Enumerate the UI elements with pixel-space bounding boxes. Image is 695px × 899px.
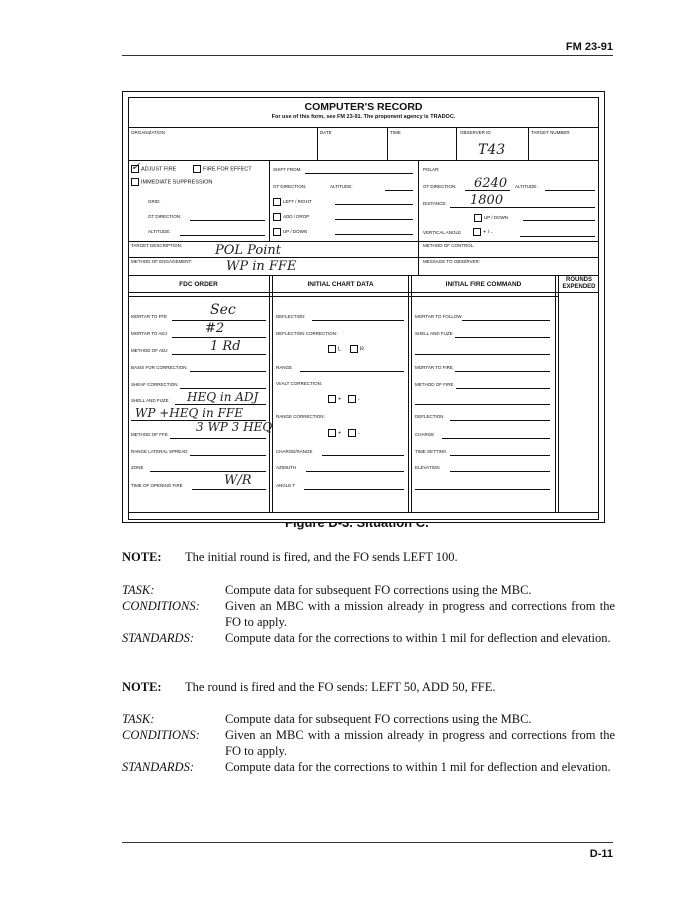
middle-ot-direction-label: OT DIRECTION: [273, 184, 307, 189]
mortar-to-adj-label: MORTAR TO ADJ [131, 331, 167, 336]
shell-and-fuze-value: HEQ in ADJ [187, 390, 259, 404]
date-label: DATE [320, 130, 332, 135]
polar-label: POLAR: [423, 167, 440, 172]
observer-id-value: T43 [478, 142, 506, 158]
mortar-to-fire-label: MORTAR TO FIRE [415, 365, 453, 370]
charge-label: CHARGE [415, 432, 435, 437]
initial-fire-command-header: INITIAL FIRE COMMAND [445, 281, 522, 288]
right-up-down-option[interactable]: UP / DOWN [474, 214, 508, 222]
target-description-value: POL Point [215, 243, 281, 258]
angle-t-label: ANGLE T [276, 483, 296, 488]
range-corr-plus-option[interactable]: + [328, 429, 341, 437]
deflection-right-option[interactable]: R [350, 345, 364, 353]
sheaf-correction-label: SHEAF CORRECTION [131, 382, 178, 387]
fire-deflection-label: DEFLECTION [415, 414, 444, 419]
immediate-suppression-option[interactable]: IMMEDIATE SUPPRESSION [131, 178, 212, 186]
vi-alt-correction-label: VI/ALT CORRECTION: [276, 381, 323, 386]
charge-range-label: CHARGE/RANGE [276, 449, 313, 454]
method-of-engagement-value: WP in FFE [226, 259, 297, 274]
standards1-text: Compute data for the corrections to within 1 mil for deflection and elevation. [225, 631, 611, 645]
page-number: D-11 [589, 848, 613, 860]
left-ot-direction-label: OT DIRECTION: [148, 214, 182, 219]
method-of-ffe-label: METHOD OF FFE [131, 432, 168, 437]
range-corr-minus-option[interactable]: - [348, 429, 360, 437]
up-down-option[interactable]: UP / DOWN [273, 228, 307, 236]
distance-value: 1800 [470, 193, 504, 208]
vi-alt-minus-option[interactable]: - [348, 395, 360, 403]
vertical-angle-label: VERTICAL ANGLE [423, 230, 462, 235]
range-label: RANGE [276, 365, 293, 370]
conditions1-text: Given an MBC with a mission already in progress and corrections from the FO to apply. [225, 599, 615, 629]
basis-for-correction-label: BASIS FOR CORRECTION [131, 365, 187, 370]
deflection-left-option[interactable]: L [328, 345, 341, 353]
distance-label: DISTANCE: [423, 201, 447, 206]
adjust-fire-option[interactable]: ✓ ADJUST FIRE [131, 160, 177, 173]
note1-label: NOTE: [122, 550, 162, 564]
rounds-expended-header: ROUNDS EXPENDED [562, 277, 596, 290]
vertical-angle-sign[interactable]: + / - [473, 228, 493, 236]
right-altitude-label: ALTITUDE: [515, 184, 538, 189]
target-description-label: TARGET DESCRIPTION: [131, 243, 183, 248]
form-subtitle: For use of this form, see FM 23-91. The proponent agency is TRADOC. [271, 114, 456, 120]
shell-and-fuze-label: SHELL AND FUZE [131, 398, 169, 403]
right-ot-direction-value: 6240 [474, 176, 508, 191]
vi-alt-plus-option[interactable]: + [328, 395, 341, 403]
deflection-label: DEFLECTION [276, 314, 305, 319]
mortar-to-adj-value: #2 [205, 321, 225, 336]
fire-for-effect-option[interactable]: FIRE FOR EFFECT [193, 165, 252, 173]
method-of-control-label: METHOD OF CONTROL: [423, 243, 475, 248]
time-setting-label: TIME SETTING [415, 449, 447, 454]
grid-label: GRID: [148, 199, 161, 204]
task2-label: TASK: [122, 712, 155, 726]
add-drop-option[interactable]: ADD / DROP [273, 213, 309, 221]
middle-altitude-label: ALTITUDE: [330, 184, 353, 189]
method-of-ffe-value: 3 WP 3 HEQ [196, 420, 273, 434]
mortar-to-ffe-label: MORTAR TO FFE [131, 314, 168, 319]
time-of-opening-fire-value: W/R [224, 473, 252, 488]
observer-id-label: OBSERVER ID [460, 130, 491, 135]
header-code: FM 23-91 [565, 41, 613, 53]
time-of-opening-fire-label: TIME OF OPENING FIRE [131, 483, 183, 488]
conditions2-label: CONDITIONS: [122, 728, 200, 742]
task1-text: Compute data for subsequent FO corrections using the MBC. [225, 583, 532, 597]
mortar-to-follow-label: MORTAR TO FOLLOW [415, 314, 462, 319]
note2-text: The round is fired and the FO sends: LEFT 50, ADD 50, FFE. [185, 680, 496, 694]
message-to-observer-label: MESSAGE TO OBSERVER: [423, 259, 481, 264]
method-of-fire-label: METHOD OF FIRE [415, 382, 454, 387]
method-of-engagement-label: METHOD OF ENGAGEMENT: [131, 259, 193, 264]
standards2-text: Compute data for the corrections to within 1 mil for deflection and elevation. [225, 760, 611, 774]
task1-label: TASK: [122, 583, 155, 597]
elevation-label: ELEVATION [415, 465, 440, 470]
time-label: TIME [390, 130, 401, 135]
footer-rule [122, 842, 613, 843]
fire-shell-and-fuze-label: SHELL AND FUZE [415, 331, 453, 336]
form-title: COMPUTER'S RECORD [304, 101, 423, 113]
conditions2-text: Given an MBC with a mission already in progress and corrections from the FO to apply. [225, 728, 615, 758]
header-rule [122, 55, 613, 56]
left-right-option[interactable]: LEFT / RIGHT [273, 198, 312, 206]
task2-text: Compute data for subsequent FO corrections using the MBC. [225, 712, 532, 726]
right-ot-direction-label: OT DIRECTION: [423, 184, 457, 189]
zone-label: ZONE [131, 465, 144, 470]
standards2-label: STANDARDS: [122, 760, 194, 774]
deflection-correction-label: DEFLECTION CORRECTION: [276, 331, 338, 336]
mortar-to-ffe-value: Sec [210, 302, 236, 318]
shift-from-label: SHIFT FROM: [273, 167, 302, 172]
range-correction-label: RANGE CORRECTION: [276, 414, 325, 419]
method-of-adj-value: 1 Rd [210, 339, 241, 354]
fdc-order-header: FDC ORDER [179, 281, 218, 288]
target-number-label: TARGET NUMBER [531, 130, 570, 135]
conditions1-label: CONDITIONS: [122, 599, 200, 613]
left-altitude-label: ALTITUDE: [148, 229, 171, 234]
range-lateral-spread-label: RANGE LATERAL SPREAD [131, 449, 188, 454]
shell-and-fuze-value2: WP +HEQ in FFE [135, 406, 243, 420]
method-of-adj-label: METHOD OF ADJ [131, 348, 168, 353]
organization-label: ORGANIZATION [131, 130, 165, 135]
note1-text: The initial round is fired, and the FO sends LEFT 100. [185, 550, 458, 564]
azimuth-label: AZIMUTH [276, 465, 296, 470]
note2-label: NOTE: [122, 680, 162, 694]
initial-chart-data-header: INITIAL CHART DATA [307, 281, 374, 288]
standards1-label: STANDARDS: [122, 631, 194, 645]
